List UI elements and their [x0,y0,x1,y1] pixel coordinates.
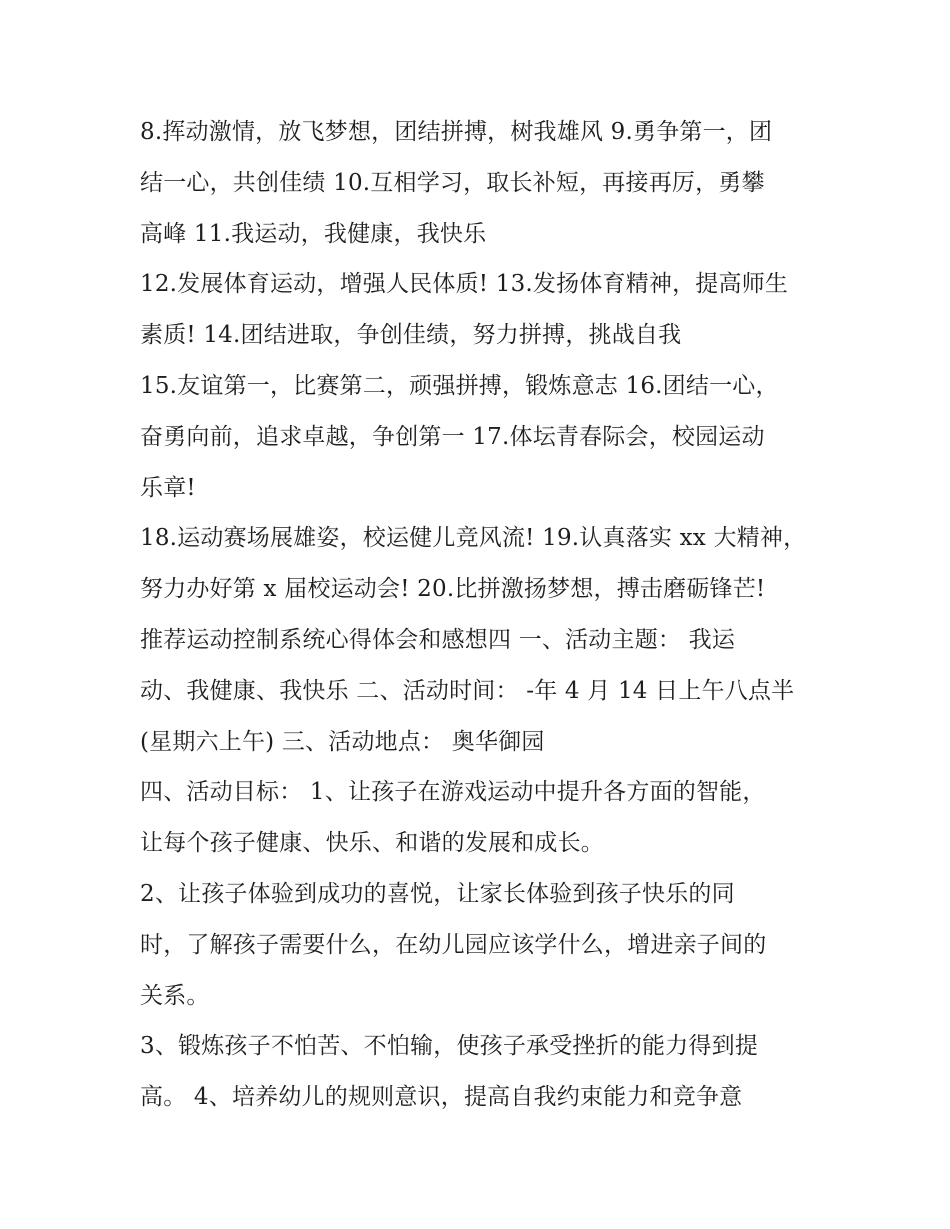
text-line: 高。 4、培养幼儿的规则意识，提高自我约束能力和竞争意 [140,1084,743,1111]
text-line: 12.发展体育运动，增强人民体质! 13.发扬体育精神，提高师生 [140,271,789,298]
text-line: 8.挥动激情，放飞梦想，团结拼搏，树我雄风 9.勇争第一，团 [140,119,773,145]
text-line: 15.友谊第一，比赛第二，顽强拼搏，锻炼意志 16.团结一心， [140,372,779,399]
text-line: 2、让孩子体验到成功的喜悦，让家长体验到孩子快乐的同 [140,880,735,907]
text-line: 乐章! [140,474,196,501]
text-line: 四、活动目标： 1、让孩子在游戏运动中提升各方面的智能， [140,779,766,806]
text-line: 推荐运动控制系统心得体会和感想四 一、活动主题： 我运 [140,626,736,653]
text-line: 高峰 11.我运动，我健康，我快乐 [140,220,487,247]
text-line: 奋勇向前，追求卓越，争创第一 17.体坛青春际会，校园运动 [140,423,765,450]
document-body [140,107,830,1123]
text-line: 3、锻炼孩子不怕苦、不怕输，使孩子承受挫折的能力得到提 [140,1033,759,1060]
text-line: 18.运动赛场展雄姿，校运健儿竞风流! 19.认真落实 xx 大精神， [140,525,807,552]
text-line: 关系。 [140,982,210,1009]
text-line: 素质! 14.团结进取，争创佳绩，努力拼搏，挑战自我 [140,322,682,349]
text-line: 结一心，共创佳绩 10.互相学习，取长补短，再接再厉，勇攀 [140,169,765,196]
text-line: (星期六上午) 三、活动地点： 奥华御园 [140,728,545,755]
text-line: 让每个孩子健康、快乐、和谐的发展和成长。 [140,830,604,857]
text-line: 动、我健康、我快乐 二、活动时间： -年 4 月 14 日上午八点半 [140,677,795,704]
text-line: 努力办好第 x 届校运动会! 20.比拼激扬梦想，搏击磨砺锋芒! [140,576,766,603]
text-line: 时，了解孩子需要什么，在幼儿园应该学什么，增进亲子间的 [140,931,767,958]
